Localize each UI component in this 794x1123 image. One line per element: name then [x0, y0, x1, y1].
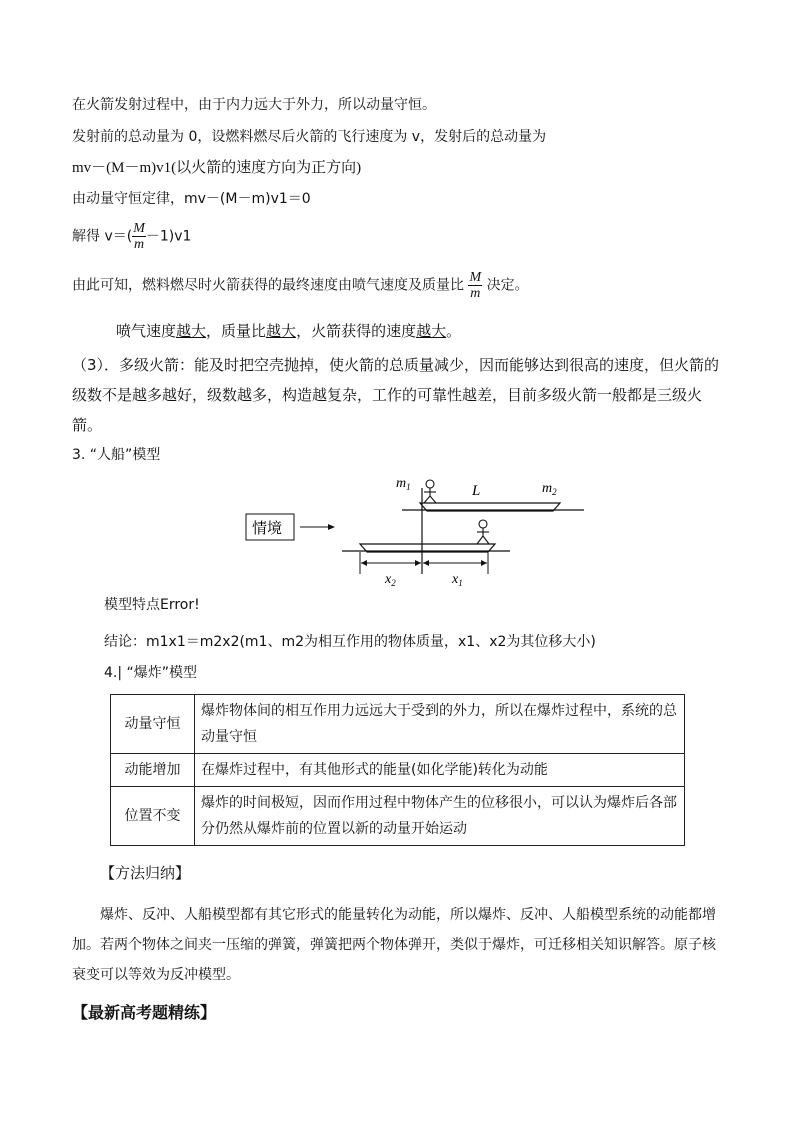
person-icon-top [424, 480, 436, 503]
conclusion-line: 结论：m1x1＝m2x2(m1、m2为相互作用的物体质量，x1、x2为其位移大小) [104, 634, 596, 650]
section4-title: 4.| “爆炸”模型 [104, 665, 198, 681]
row-value: 爆炸物体间的相互作用力远远大于受到的外力，所以在爆炸过程中，系统的总动量守恒 [195, 695, 685, 754]
conclusion-suffix: 决定。 [486, 277, 529, 294]
mass-ratio-fraction [132, 221, 146, 252]
solution-suffix: －1)v1 [145, 228, 192, 245]
equation-conservation: 由动量守恒定律，mv－(M－m)v1＝0 [72, 191, 311, 207]
scene-label: 情境 [252, 519, 283, 537]
row-value: 在爆炸过程中，有其他形式的能量(如化学能)转化为动能 [195, 754, 685, 787]
fraction-denominator: m [133, 237, 145, 252]
row-key: 动量守恒 [111, 695, 195, 754]
fraction-numerator-2: M [469, 270, 482, 285]
row-key: 位置不变 [111, 787, 195, 846]
table-row [111, 754, 685, 787]
solution-prefix: 解得 v＝( [72, 228, 133, 245]
row-value: 爆炸的时间极短，因而作用过程中物体产生的位移很小，可以认为爆炸后各部分仍然从爆炸前的位置以新的动量开始运动 [195, 787, 685, 846]
table-row [111, 695, 685, 754]
summary-u3: 越大 [416, 322, 447, 340]
row-key: 动能增加 [111, 754, 195, 787]
method-heading: 【方法归纳】 [100, 864, 191, 882]
text-line-conclusion [72, 270, 529, 310]
table-row [111, 787, 685, 846]
model-feature: 模型特点Error! [104, 597, 200, 613]
equation-solution [72, 221, 191, 261]
summary-t1: 喷气速度 [116, 322, 177, 340]
section3-title: 3. “人船”模型 [72, 447, 161, 463]
equation-momentum-after: mv－(M－m)v1(以火箭的速度方向为正方向) [72, 160, 362, 176]
method-body: 爆炸、反冲、人船模型都有其它形式的能量转化为动能，所以爆炸、反冲、人船模型系统的动能都增加。若两个物体之间夹一压缩的弹簧，弹簧把两个物体弹开，类似于爆炸，可迁移相关知识解答。原子核衰变可以等效为反冲模型。 [72, 907, 716, 983]
label-m2: $m_2$ [542, 481, 557, 497]
fraction-numerator: M [133, 221, 145, 236]
summary-u1: 越大 [176, 322, 207, 340]
multistage-rocket-paragraph: （3）．多级火箭：能及时把空壳抛掉，使火箭的总质量减少，因而能够达到很高的速度，但火箭的级数不是越多越好，级数越多，构造越复杂，工作的可靠性越差，目前多级火箭一般都是三级火箭。 [72, 356, 720, 434]
summary-line [116, 321, 461, 341]
summary-u2: 越大 [266, 322, 297, 340]
person-boat-diagram [240, 470, 600, 590]
latest-exam-heading: 【最新高考题精练】 [72, 1003, 217, 1022]
summary-t4: 。 [446, 322, 462, 340]
label-x2: $x_2$ [385, 572, 396, 588]
text-line-1: 在火箭发射过程中，由于内力远大于外力，所以动量守恒。 [72, 97, 436, 113]
fraction-denominator-2: m [470, 286, 481, 301]
summary-t3: ，火箭获得的速度 [296, 322, 417, 340]
mass-ratio-fraction-2 [468, 270, 482, 301]
text-line-2: 发射前的总动量为 0，设燃料燃尽后火箭的飞行速度为 v，发射后的总动量为 [72, 129, 547, 145]
label-L: L [472, 483, 481, 499]
label-x1: $x_1$ [452, 572, 463, 588]
label-m1: $m_1$ [396, 476, 411, 492]
person-icon-bottom [477, 520, 489, 544]
summary-t2: ，质量比 [206, 322, 267, 340]
conclusion-prefix: 由此可知，燃料燃尽时火箭获得的最终速度由喷气速度及质量比 [72, 277, 464, 294]
explosion-model-table [110, 694, 685, 846]
